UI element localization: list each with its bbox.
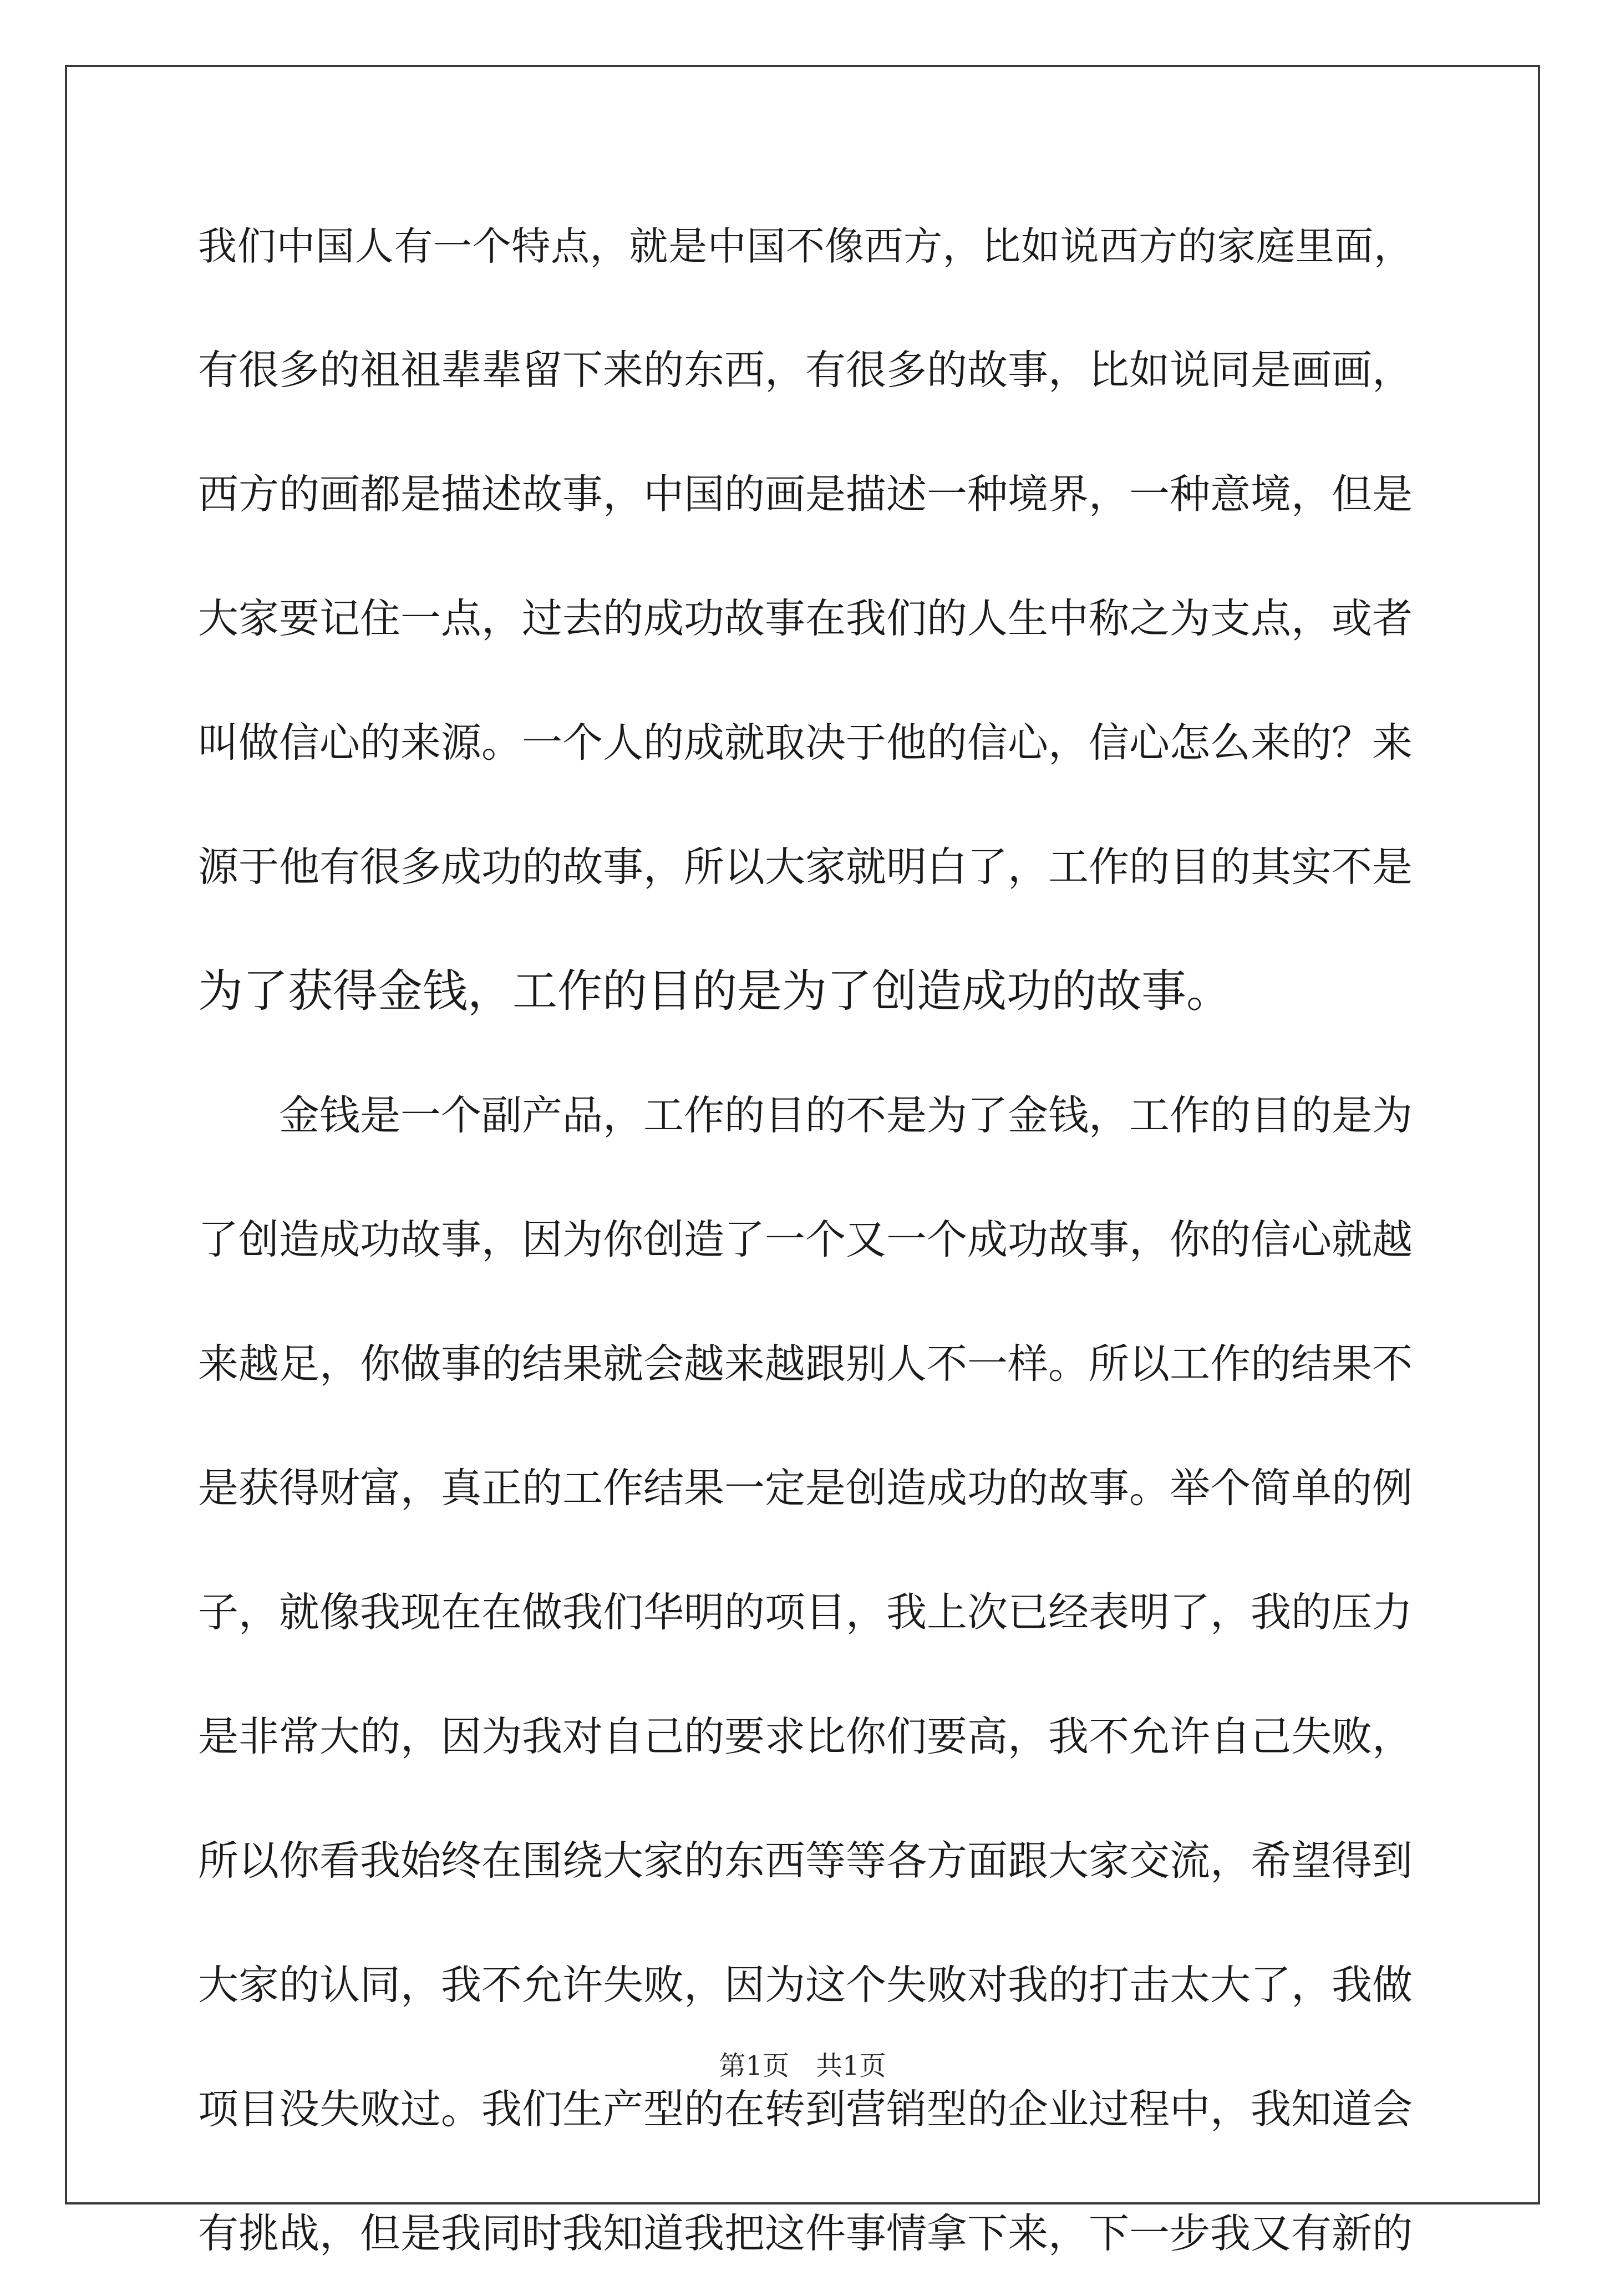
text-line: 叫做信心的来源。一个人的成就取决于他的信心，信心怎么来的？来 xyxy=(198,719,1413,766)
text-line: 有挑战，但是我同时我知道我把这件事情拿下来，下一步我又有新的 xyxy=(198,2210,1413,2257)
text-line: 项目没失败过。我们生产型的在转到营销型的企业过程中，我知道会 xyxy=(198,2086,1413,2133)
text-line: 来越足，你做事的结果就会越来越跟别人不一样。所以工作的结果不 xyxy=(198,1340,1413,1388)
text-line: 是非常大的，因为我对自己的要求比你们要高，我不允许自己失败， xyxy=(198,1713,1413,1760)
text-line: 有很多的祖祖辈辈留下来的东西，有很多的故事，比如说同是画画， xyxy=(198,347,1413,394)
text-line: 大家要记住一点，过去的成功故事在我们的人生中称之为支点，或者 xyxy=(198,595,1413,642)
text-line: 了创造成功故事，因为你创造了一个又一个成功故事，你的信心就越 xyxy=(198,1216,1413,1263)
document-body xyxy=(198,184,1413,2296)
text-line: 是获得财富，真正的工作结果一定是创造成功的故事。举个简单的例 xyxy=(198,1465,1413,1512)
text-line: 所以你看我始终在围绕大家的东西等等各方面跟大家交流，希望得到 xyxy=(198,1837,1413,1884)
text-line: 大家的认同，我不允许失败，因为这个失败对我的打击太大了，我做 xyxy=(198,1962,1413,2009)
text-line: 我们中国人有一个特点，就是中国不像西方，比如说西方的家庭里面， xyxy=(198,223,1413,269)
text-line: 子，就像我现在在做我们华明的项目，我上次已经表明了，我的压力 xyxy=(198,1589,1413,1636)
text-line: 金钱是一个副产品，工作的目的不是为了金钱，工作的目的是为 xyxy=(198,1092,1413,1139)
text-line: 为了获得金钱，工作的目的是为了创造成功的故事。 xyxy=(198,966,1232,1018)
page-number-footer: 第1页 共1页 xyxy=(719,2050,886,2081)
text-line: 源于他有很多成功的故事，所以大家就明白了，工作的目的其实不是 xyxy=(198,844,1413,891)
text-line: 西方的画都是描述故事，中国的画是描述一种境界，一种意境，但是 xyxy=(198,471,1413,518)
